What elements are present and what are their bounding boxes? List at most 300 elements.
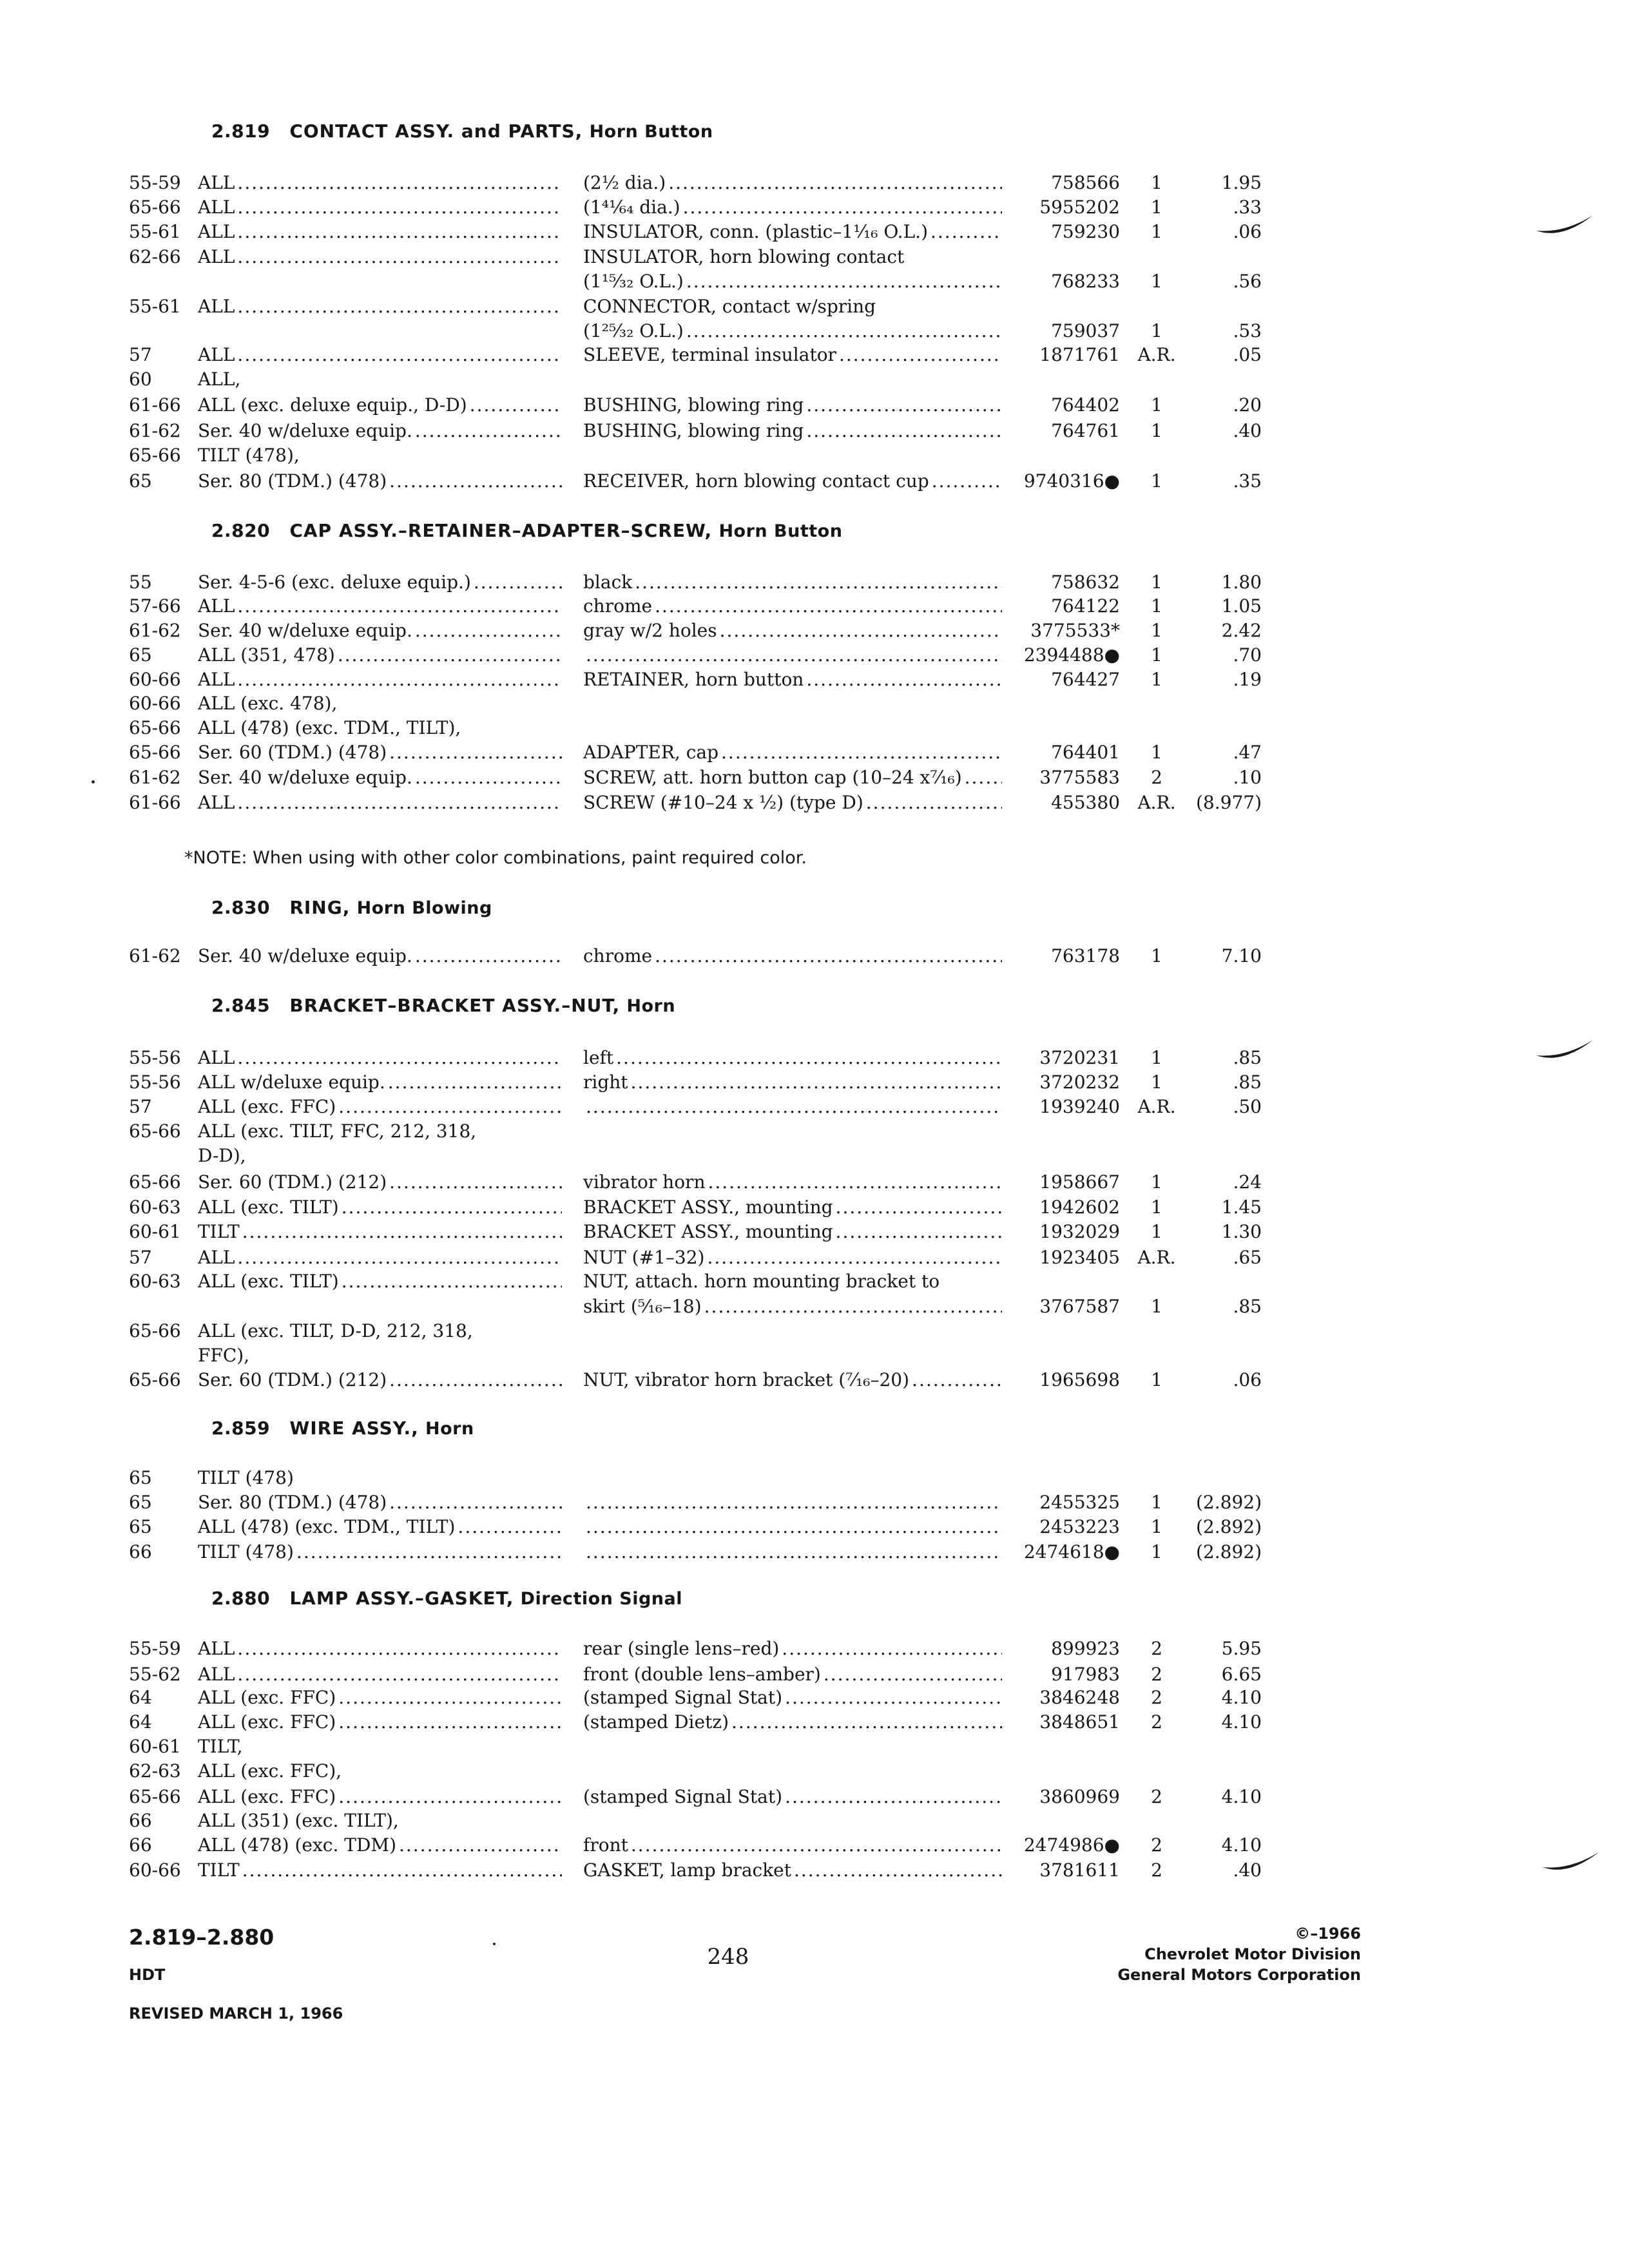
model-years: 61-62 — [129, 420, 181, 441]
application: D-D), — [198, 1145, 246, 1166]
description: BUSHING, blowing ring ..... — [583, 419, 1002, 443]
part-number: 455380 — [1051, 792, 1120, 813]
application: ALL (478) (exc. TDM) ..... — [198, 1833, 562, 1858]
quantity: 1 — [1151, 1171, 1162, 1193]
part-number: 3720231 — [1039, 1047, 1120, 1068]
part-number: 3781611 — [1039, 1860, 1120, 1881]
price: 2.42 — [1221, 620, 1262, 641]
table-row — [0, 619, 1629, 643]
part-number: 764401 — [1051, 742, 1120, 763]
table-row — [0, 1368, 1629, 1392]
price: .35 — [1233, 470, 1262, 492]
description: BRACKET ASSY., mounting ..... — [583, 1220, 1002, 1244]
model-years: 65-66 — [129, 1120, 181, 1142]
price: 5.95 — [1221, 1638, 1262, 1659]
table-row — [0, 791, 1629, 815]
price: .20 — [1233, 394, 1262, 416]
model-years: 57-66 — [129, 595, 181, 617]
quantity: 2 — [1151, 1860, 1162, 1881]
section-title: BRACKET–BRACKET ASSY.–NUT, — [289, 995, 621, 1016]
table-row — [0, 1785, 1629, 1809]
description: NUT (#1–32) ..... — [583, 1245, 1002, 1270]
part-number: 9740316● — [1023, 470, 1120, 492]
quantity: 1 — [1151, 271, 1162, 292]
speck — [92, 780, 95, 783]
table-row — [0, 443, 1629, 468]
model-years: 60-61 — [129, 1221, 181, 1242]
footer-right — [1005, 1923, 1361, 1985]
quantity: 2 — [1151, 1786, 1162, 1807]
application: ALL (478) (exc. TDM., TILT) ..... — [198, 1515, 562, 1539]
model-years: 61-62 — [129, 945, 181, 966]
quantity: 1 — [1151, 1516, 1162, 1537]
part-number: 1958667 — [1039, 1171, 1120, 1193]
section-heading — [211, 1413, 1436, 1444]
table-row — [0, 1466, 1629, 1490]
application: ALL ..... — [198, 1662, 562, 1687]
quantity: 1 — [1151, 1072, 1162, 1093]
section-heading — [211, 990, 1436, 1021]
section-subtitle: Horn Button — [718, 521, 843, 541]
quantity: 1 — [1151, 1047, 1162, 1068]
part-number: 917983 — [1051, 1664, 1120, 1685]
model-years: 66 — [129, 1541, 152, 1562]
price: .85 — [1233, 1047, 1262, 1068]
application: ALL ..... — [198, 1046, 562, 1070]
model-years: 65 — [129, 470, 152, 492]
description: front ..... — [583, 1833, 1002, 1858]
section-heading — [211, 116, 1436, 147]
description: ADAPTER, cap ..... — [583, 740, 1002, 765]
quantity: 2 — [1151, 767, 1162, 788]
quantity: 1 — [1151, 595, 1162, 617]
description: (2½ dia.) ..... — [583, 171, 1002, 195]
table-row — [0, 1662, 1629, 1687]
model-years: 65-66 — [129, 1171, 181, 1193]
price: (2.892) — [1195, 1516, 1262, 1537]
table-row — [0, 1809, 1629, 1833]
price: .06 — [1233, 221, 1262, 242]
part-number: 2474986● — [1023, 1834, 1120, 1856]
description: BRACKET ASSY., mounting ..... — [583, 1195, 1002, 1220]
part-number: 1939240 — [1039, 1096, 1120, 1117]
price: .65 — [1233, 1247, 1262, 1268]
part-number: 1965698 — [1039, 1369, 1120, 1390]
model-years: 55-61 — [129, 296, 181, 317]
description: NUT, attach. horn mounting bracket to — [583, 1271, 940, 1292]
table-row — [0, 1515, 1629, 1539]
part-number: 758566 — [1051, 172, 1120, 193]
application: Ser. 40 w/deluxe equip. ..... — [198, 765, 562, 790]
table-row — [0, 1294, 1629, 1319]
price: 1.05 — [1221, 595, 1262, 617]
application: ALL (exc. TILT) ..... — [198, 1195, 562, 1220]
model-years: 55-59 — [129, 172, 181, 193]
application: ALL ..... — [198, 220, 562, 244]
application: ALL (exc. FFC) ..... — [198, 1686, 562, 1710]
model-years: 55-62 — [129, 1664, 181, 1685]
model-years: 61-62 — [129, 767, 181, 788]
price: .10 — [1233, 767, 1262, 788]
description — [583, 1095, 1002, 1119]
table-row — [0, 570, 1629, 595]
description — [583, 1540, 1002, 1564]
color-note: *NOTE: When using with other color combinations, paint required color. — [184, 848, 807, 868]
quantity: 1 — [1151, 1492, 1162, 1513]
model-years: 65 — [129, 1492, 152, 1513]
part-number: 763178 — [1051, 945, 1120, 966]
application: ALL (exc. TILT, FFC, 212, 318, — [198, 1120, 477, 1142]
model-years: 60-66 — [129, 693, 181, 714]
quantity: 1 — [1151, 1196, 1162, 1218]
application: ALL ..... — [198, 791, 562, 815]
application: ALL w/deluxe equip. ..... — [198, 1070, 562, 1095]
application: Ser. 60 (TDM.) (212) ..... — [198, 1368, 562, 1392]
part-number: 1923405 — [1039, 1247, 1120, 1268]
quantity: 1 — [1151, 644, 1162, 666]
model-years: 65-66 — [129, 1369, 181, 1390]
table-row — [0, 1833, 1629, 1858]
section-title: CONTACT ASSY. and PARTS, — [289, 120, 583, 142]
application: ALL ..... — [198, 594, 562, 619]
price: .05 — [1233, 344, 1262, 365]
model-years: 60-63 — [129, 1196, 181, 1218]
quantity: 1 — [1151, 320, 1162, 341]
application: ALL ..... — [198, 245, 562, 269]
price: .53 — [1233, 320, 1262, 341]
model-years: 62-63 — [129, 1760, 181, 1782]
section-subtitle: Direction Signal — [520, 1589, 682, 1609]
application: ALL, — [198, 369, 241, 390]
section-subtitle: Horn Button — [589, 122, 713, 142]
quantity: 1 — [1151, 572, 1162, 593]
description: chrome ..... — [583, 594, 1002, 619]
application: Ser. 4-5-6 (exc. deluxe equip.) ..... — [198, 570, 562, 595]
table-row — [0, 643, 1629, 668]
table-row — [0, 740, 1629, 765]
binder-mark — [1534, 1031, 1598, 1070]
table-row — [0, 1269, 1629, 1294]
model-years: 64 — [129, 1711, 152, 1733]
model-years: 66 — [129, 1810, 152, 1831]
table-row — [0, 716, 1629, 740]
description: INSULATOR, conn. (plastic–1¹⁄₁₆ O.L.) ..... — [583, 220, 1002, 244]
part-number: 764122 — [1051, 595, 1120, 617]
part-number: 764427 — [1051, 669, 1120, 690]
model-years: 65 — [129, 1516, 152, 1537]
part-number: 764402 — [1051, 394, 1120, 416]
quantity: A.R. — [1137, 1247, 1176, 1268]
section-subtitle: Horn — [425, 1419, 474, 1439]
price: 1.45 — [1221, 1196, 1262, 1218]
table-row — [0, 1637, 1629, 1661]
quantity: A.R. — [1137, 344, 1176, 365]
description: RETAINER, horn button ..... — [583, 668, 1002, 692]
table-row — [0, 1319, 1629, 1343]
division-name: Chevrolet Motor Division — [1144, 1945, 1361, 1963]
table-row — [0, 594, 1629, 619]
quantity: 1 — [1151, 221, 1162, 242]
table-row — [0, 367, 1629, 392]
model-years: 55 — [129, 572, 152, 593]
quantity: 1 — [1151, 669, 1162, 690]
catalog-code: HDT — [129, 1966, 166, 1984]
table-row — [0, 1710, 1629, 1735]
part-number: 1942602 — [1039, 1196, 1120, 1218]
price: .50 — [1233, 1096, 1262, 1117]
description — [583, 643, 1002, 668]
section-number: 2.845 — [211, 995, 271, 1016]
table-row — [0, 1686, 1629, 1710]
model-years: 60-63 — [129, 1271, 181, 1292]
part-number: 3775583 — [1039, 767, 1120, 788]
price: .40 — [1233, 1860, 1262, 1881]
application: ALL (exc. 478), — [198, 693, 338, 714]
application: ALL (exc. FFC), — [198, 1760, 342, 1782]
description: INSULATOR, horn blowing contact — [583, 246, 905, 267]
table-row — [0, 1245, 1629, 1270]
part-number: 759230 — [1051, 221, 1120, 242]
table-row — [0, 1119, 1629, 1144]
footer-left — [129, 1923, 451, 2026]
section-title: CAP ASSY.–RETAINER–ADAPTER–SCREW, — [289, 520, 713, 541]
speck — [493, 1943, 496, 1945]
description: (stamped Dietz) ..... — [583, 1710, 1002, 1735]
part-number: 2474618● — [1023, 1541, 1120, 1562]
quantity: 1 — [1151, 1369, 1162, 1390]
price: .85 — [1233, 1296, 1262, 1317]
description: (stamped Signal Stat) ..... — [583, 1785, 1002, 1809]
model-years: 65 — [129, 1467, 152, 1488]
application: TILT (478) ..... — [198, 1540, 562, 1564]
price: .06 — [1233, 1369, 1262, 1390]
application: ALL ..... — [198, 1637, 562, 1661]
part-number: 764761 — [1051, 420, 1120, 441]
price: 4.10 — [1221, 1711, 1262, 1733]
price: 1.95 — [1221, 172, 1262, 193]
section-number: 2.830 — [211, 897, 271, 918]
application: ALL (351, 478) ..... — [198, 643, 562, 668]
quantity: 1 — [1151, 470, 1162, 492]
table-row — [0, 1070, 1629, 1095]
application: ALL (exc. deluxe equip., D-D) ..... — [198, 393, 562, 418]
price: .85 — [1233, 1072, 1262, 1093]
model-years: 65-66 — [129, 742, 181, 763]
table-row — [0, 269, 1629, 294]
description: GASKET, lamp bracket ..... — [583, 1858, 1002, 1883]
description: SLEEVE, terminal insulator ..... — [583, 343, 1002, 367]
part-number: 3860969 — [1039, 1786, 1120, 1807]
description: left ..... — [583, 1046, 1002, 1070]
application: Ser. 40 w/deluxe equip. ..... — [198, 619, 562, 643]
price: .19 — [1233, 669, 1262, 690]
price: .24 — [1233, 1171, 1262, 1193]
application: ALL ..... — [198, 294, 562, 319]
description: chrome ..... — [583, 944, 1002, 968]
application: Ser. 80 (TDM.) (478) ..... — [198, 469, 562, 494]
model-years: 65-66 — [129, 445, 181, 466]
section-number: 2.819 — [211, 120, 271, 142]
description: (1⁴¹⁄₆₄ dia.) ..... — [583, 195, 1002, 220]
table-row — [0, 944, 1629, 968]
quantity: 1 — [1151, 620, 1162, 641]
part-number: 2453223 — [1039, 1516, 1120, 1537]
application: Ser. 60 (TDM.) (212) ..... — [198, 1170, 562, 1195]
model-years: 55-59 — [129, 1638, 181, 1659]
table-row — [0, 1095, 1629, 1119]
table-row — [0, 1144, 1629, 1168]
description: vibrator horn ..... — [583, 1170, 1002, 1195]
model-years: 57 — [129, 344, 152, 365]
part-number: 2394488● — [1023, 644, 1120, 666]
model-years: 61-66 — [129, 792, 181, 813]
description: skirt (⁵⁄₁₆–18) ..... — [583, 1294, 1002, 1319]
part-number: 3767587 — [1039, 1296, 1120, 1317]
price: .70 — [1233, 644, 1262, 666]
table-row — [0, 1220, 1629, 1244]
copyright: ©–1966 — [1295, 1925, 1361, 1943]
part-number: 5955202 — [1039, 197, 1120, 218]
quantity: 1 — [1151, 394, 1162, 416]
quantity: 2 — [1151, 1711, 1162, 1733]
quantity: 1 — [1151, 172, 1162, 193]
corporation-name: General Motors Corporation — [1117, 1966, 1361, 1984]
application: ALL ..... — [198, 195, 562, 220]
table-row — [0, 343, 1629, 367]
quantity: 1 — [1151, 945, 1162, 966]
description — [583, 1515, 1002, 1539]
description: BUSHING, blowing ring ..... — [583, 393, 1002, 418]
quantity: A.R. — [1137, 792, 1176, 813]
application: Ser. 40 w/deluxe equip. ..... — [198, 419, 562, 443]
model-years: 55-56 — [129, 1047, 181, 1068]
table-row — [0, 393, 1629, 418]
application: ALL (exc. FFC) ..... — [198, 1785, 562, 1809]
model-years: 60-61 — [129, 1736, 181, 1757]
description: right ..... — [583, 1070, 1002, 1095]
application: TILT (478) — [198, 1467, 294, 1488]
description: front (double lens–amber) ..... — [583, 1662, 1002, 1687]
price: 1.80 — [1221, 572, 1262, 593]
page-number: 248 — [707, 1944, 749, 1970]
application: ALL (exc. TILT) ..... — [198, 1269, 562, 1294]
section-heading — [211, 892, 1436, 923]
price: 4.10 — [1221, 1687, 1262, 1708]
application: ALL ..... — [198, 343, 562, 367]
description: (stamped Signal Stat) ..... — [583, 1686, 1002, 1710]
quantity: 1 — [1151, 197, 1162, 218]
application: Ser. 60 (TDM.) (478) ..... — [198, 740, 562, 765]
application: FFC), — [198, 1345, 250, 1366]
quantity: A.R. — [1137, 1096, 1176, 1117]
application: ALL (exc. FFC) ..... — [198, 1710, 562, 1735]
model-years: 57 — [129, 1096, 152, 1117]
application: Ser. 40 w/deluxe equip. ..... — [198, 944, 562, 968]
application: TILT, — [198, 1736, 243, 1757]
quantity: 2 — [1151, 1687, 1162, 1708]
application: TILT ..... — [198, 1858, 562, 1883]
application: ALL (351) (exc. TILT), — [198, 1810, 399, 1831]
table-row — [0, 1343, 1629, 1368]
table-row — [0, 171, 1629, 195]
part-number: 899923 — [1051, 1638, 1120, 1659]
part-number: 3720232 — [1039, 1072, 1120, 1093]
quantity: 1 — [1151, 1221, 1162, 1242]
model-years: 65-66 — [129, 1320, 181, 1341]
model-years: 62-66 — [129, 246, 181, 267]
model-years: 55-56 — [129, 1072, 181, 1093]
quantity: 1 — [1151, 420, 1162, 441]
section-title: RING, — [289, 897, 351, 918]
table-row — [0, 1490, 1629, 1515]
model-years: 65-66 — [129, 1786, 181, 1807]
model-years: 60-66 — [129, 669, 181, 690]
description: SCREW (#10–24 x ½) (type D) ..... — [583, 791, 1002, 815]
table-row — [0, 1759, 1629, 1783]
price: (8.977) — [1195, 792, 1262, 813]
quantity: 1 — [1151, 1296, 1162, 1317]
binder-mark — [1534, 206, 1598, 245]
revision-date: REVISED MARCH 1, 1966 — [129, 2004, 343, 2023]
description: (1¹⁵⁄₃₂ O.L.) ..... — [583, 269, 1002, 294]
table-row — [0, 668, 1629, 692]
application: Ser. 80 (TDM.) (478) ..... — [198, 1490, 562, 1515]
table-row — [0, 1735, 1629, 1759]
table-row — [0, 1540, 1629, 1564]
quantity: 2 — [1151, 1664, 1162, 1685]
table-row — [0, 765, 1629, 790]
table-row — [0, 1046, 1629, 1070]
description: rear (single lens–red) ..... — [583, 1637, 1002, 1661]
price: .33 — [1233, 197, 1262, 218]
application: ALL ..... — [198, 1245, 562, 1270]
section-number: 2.820 — [211, 520, 271, 541]
table-row — [0, 245, 1629, 269]
table-row — [0, 469, 1629, 494]
application: ALL (478) (exc. TDM., TILT), — [198, 717, 461, 738]
price: (2.892) — [1195, 1541, 1262, 1562]
price: 7.10 — [1221, 945, 1262, 966]
quantity: 2 — [1151, 1638, 1162, 1659]
table-row — [0, 195, 1629, 220]
table-row — [0, 1195, 1629, 1220]
quantity: 2 — [1151, 1834, 1162, 1856]
price: (2.892) — [1195, 1492, 1262, 1513]
description: black ..... — [583, 570, 1002, 595]
part-number: 3775533* — [1030, 620, 1120, 641]
model-years: 65-66 — [129, 717, 181, 738]
application: ALL (exc. FFC) ..... — [198, 1095, 562, 1119]
description: NUT, vibrator horn bracket (⁷⁄₁₆–20) ..... — [583, 1368, 1002, 1392]
description: CONNECTOR, contact w/spring — [583, 296, 876, 317]
table-row — [0, 220, 1629, 244]
model-years: 65 — [129, 644, 152, 666]
binder-mark — [1540, 1843, 1605, 1881]
table-row — [0, 319, 1629, 343]
section-range: 2.819–2.880 — [129, 1925, 275, 1950]
model-years: 64 — [129, 1687, 152, 1708]
description: SCREW, att. horn button cap (10–24 x⁷⁄₁₆) ..... — [583, 765, 1002, 790]
application: ALL ..... — [198, 171, 562, 195]
part-number: 3848651 — [1039, 1711, 1120, 1733]
application: ALL ..... — [198, 668, 562, 692]
application: ALL (exc. TILT, D-D, 212, 318, — [198, 1320, 473, 1341]
section-subtitle: Horn — [626, 996, 676, 1016]
section-number: 2.880 — [211, 1588, 271, 1609]
price: .56 — [1233, 271, 1262, 292]
table-row — [0, 691, 1629, 716]
part-number: 759037 — [1051, 320, 1120, 341]
